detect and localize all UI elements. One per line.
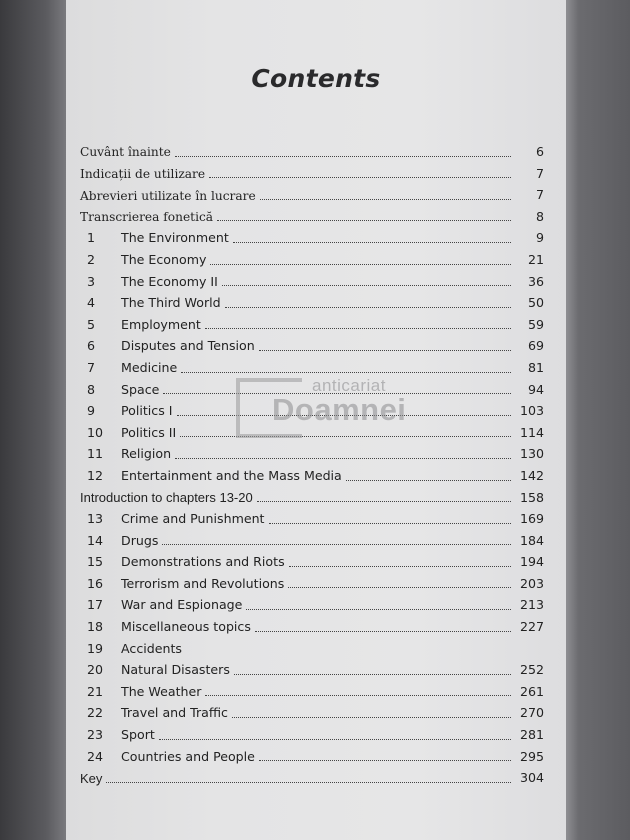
toc-entry-label: Cuvânt înainte	[80, 145, 171, 160]
page-number: 158	[519, 489, 544, 505]
page-number: 21	[527, 251, 544, 267]
toc-entry-label: War and Espionage	[121, 597, 243, 613]
dot-leader	[225, 306, 511, 308]
dot-leader	[257, 500, 511, 502]
page-number: 213	[519, 597, 544, 613]
page-number: 114	[519, 424, 544, 440]
chapter-number: 6	[87, 338, 96, 354]
page-number: 227	[519, 619, 544, 635]
chapter-number: 7	[87, 359, 96, 375]
toc-entry-label: Crime and Punishment	[121, 511, 265, 527]
dot-leader	[175, 155, 511, 157]
dot-leader	[234, 673, 511, 675]
chapter-number: 8	[87, 381, 96, 397]
toc-entry-label: Countries and People	[121, 748, 255, 764]
toc-row-chapter	[80, 547, 544, 569]
toc-entry-label: Space	[121, 381, 160, 397]
dot-leader	[255, 630, 511, 632]
chapter-number: 13	[87, 511, 104, 527]
page-number: 130	[519, 446, 544, 462]
dot-leader	[210, 263, 511, 265]
toc-entry-label: Disputes and Tension	[121, 338, 255, 354]
page-number: 59	[527, 316, 544, 332]
toc-entry-label: Politics II	[121, 424, 177, 440]
toc-row-chapter	[80, 569, 544, 591]
toc-entry-label: The Third World	[121, 295, 221, 311]
chapter-number: 22	[87, 705, 104, 721]
toc-entry-label: Indicații de utilizare	[80, 166, 206, 181]
dot-leader	[222, 284, 511, 286]
chapter-number: 15	[87, 554, 104, 570]
toc-entry-label: Drugs	[121, 532, 159, 548]
chapter-number: 11	[87, 446, 104, 462]
dot-leader	[246, 608, 511, 610]
toc-row-chapter	[80, 223, 544, 245]
book-edge-left	[0, 0, 66, 840]
toc-entry-label: Medicine	[121, 359, 178, 375]
dot-leader	[289, 565, 511, 567]
toc-entry-label: The Economy II	[121, 273, 218, 289]
dot-leader	[163, 392, 511, 394]
toc-row-chapter	[80, 612, 544, 634]
page-number: 8	[535, 208, 544, 224]
toc-entry-label: Sport	[121, 727, 155, 743]
chapter-number: 5	[87, 316, 96, 332]
dot-leader	[209, 176, 511, 178]
book-edge-right	[566, 0, 630, 840]
page-number: 295	[519, 748, 544, 764]
toc-row-front-matter	[80, 180, 544, 202]
toc-row-key	[80, 763, 544, 785]
chapter-number: 21	[87, 683, 104, 699]
toc-entry-label: Politics I	[121, 403, 173, 419]
toc-row-introduction	[80, 483, 544, 505]
toc-entry-label: Abrevieri utilizate în lucrare	[80, 188, 256, 203]
page-number: 261	[519, 683, 544, 699]
dot-leader	[175, 457, 511, 459]
page-number: 7	[535, 187, 544, 203]
dot-leader	[217, 219, 511, 221]
chapter-number: 9	[87, 403, 96, 419]
page-number: 7	[535, 165, 544, 181]
toc-row-chapter	[80, 461, 544, 483]
page-number: 194	[519, 554, 544, 570]
page-number: 9	[535, 230, 544, 246]
toc-entry-label: The Economy	[121, 251, 207, 267]
toc-row-chapter	[80, 245, 544, 267]
dot-leader	[232, 716, 511, 718]
dot-leader	[181, 371, 511, 373]
toc-row-chapter	[80, 634, 544, 656]
dot-leader	[106, 781, 511, 783]
dot-leader	[346, 479, 511, 481]
toc-entry-label: Miscellaneous topics	[121, 619, 251, 635]
toc-row-chapter	[80, 375, 544, 397]
toc-entry-label: Travel and Traffic	[121, 705, 228, 721]
toc-row-chapter	[80, 310, 544, 332]
toc-entry-label: The Weather	[121, 683, 202, 699]
watermark-line1: anticariat	[312, 376, 386, 395]
page-number: 252	[519, 662, 544, 678]
page-number: 169	[519, 511, 544, 527]
chapter-number: 20	[87, 662, 104, 678]
toc-row-chapter	[80, 331, 544, 353]
book-page	[66, 0, 566, 840]
table-of-contents	[80, 137, 544, 785]
dot-leader	[162, 543, 511, 545]
chapter-number: 3	[87, 273, 96, 289]
page-number: 81	[527, 359, 544, 375]
chapter-number: 1	[87, 230, 96, 246]
toc-row-chapter	[80, 655, 544, 677]
toc-row-chapter	[80, 526, 544, 548]
toc-row-chapter	[80, 396, 544, 418]
toc-entry-label: Natural Disasters	[121, 662, 230, 678]
dot-leader	[260, 198, 511, 200]
page-title: Contents	[251, 64, 381, 93]
toc-entry-label: Transcrierea fonetică	[80, 210, 214, 225]
dot-leader	[259, 349, 511, 351]
chapter-number: 23	[87, 727, 104, 743]
toc-row-front-matter	[80, 202, 544, 224]
chapter-number: 16	[87, 575, 104, 591]
toc-row-chapter	[80, 720, 544, 742]
dot-leader	[259, 759, 511, 761]
chapter-number: 14	[87, 532, 104, 548]
toc-entry-label: Key	[80, 770, 103, 786]
toc-row-chapter	[80, 267, 544, 289]
dot-leader	[177, 414, 512, 416]
dot-leader	[159, 738, 511, 740]
toc-entry-label: Religion	[121, 446, 172, 462]
dot-leader	[288, 586, 511, 588]
page-number: 94	[527, 381, 544, 397]
toc-entry-label: Demonstrations and Riots	[121, 554, 285, 570]
chapter-number: 4	[87, 295, 96, 311]
page-number: 184	[519, 532, 544, 548]
dot-leader	[269, 522, 512, 524]
page-number: 304	[519, 770, 544, 786]
toc-row-chapter	[80, 504, 544, 526]
toc-row-chapter	[80, 590, 544, 612]
dot-leader	[205, 694, 511, 696]
page-number: 270	[519, 705, 544, 721]
page-number: 69	[527, 338, 544, 354]
toc-entry-label: Accidents	[121, 640, 182, 656]
watermark-line2: Doamnei	[272, 392, 407, 427]
page-number: 142	[519, 467, 544, 483]
toc-row-chapter	[80, 418, 544, 440]
toc-row-chapter	[80, 677, 544, 699]
toc-row-chapter	[80, 439, 544, 461]
chapter-number: 17	[87, 597, 104, 613]
page-number: 203	[519, 575, 544, 591]
page-number: 50	[527, 295, 544, 311]
dot-leader	[180, 435, 511, 437]
page-number: 36	[527, 273, 544, 289]
dot-leader	[205, 327, 511, 329]
toc-entry-label: Entertainment and the Mass Media	[121, 467, 342, 483]
page-number: 281	[519, 727, 544, 743]
chapter-number: 12	[87, 467, 104, 483]
toc-row-front-matter	[80, 137, 544, 159]
toc-row-chapter	[80, 288, 544, 310]
toc-entry-label: Employment	[121, 316, 201, 332]
page-number: 6	[535, 144, 544, 159]
toc-row-chapter	[80, 698, 544, 720]
toc-entry-label: Introduction to chapters 13-20	[80, 490, 253, 506]
toc-entry-label: The Environment	[121, 230, 229, 246]
page-number: 103	[519, 403, 544, 419]
toc-row-chapter	[80, 742, 544, 764]
dot-leader	[233, 241, 511, 243]
toc-row-chapter	[80, 353, 544, 375]
toc-entry-label: Terrorism and Revolutions	[121, 575, 285, 591]
toc-row-front-matter	[80, 159, 544, 181]
chapter-number: 19	[87, 640, 104, 656]
chapter-number: 2	[87, 251, 96, 267]
chapter-number: 10	[87, 424, 104, 440]
chapter-number: 24	[87, 748, 104, 764]
chapter-number: 18	[87, 619, 104, 635]
